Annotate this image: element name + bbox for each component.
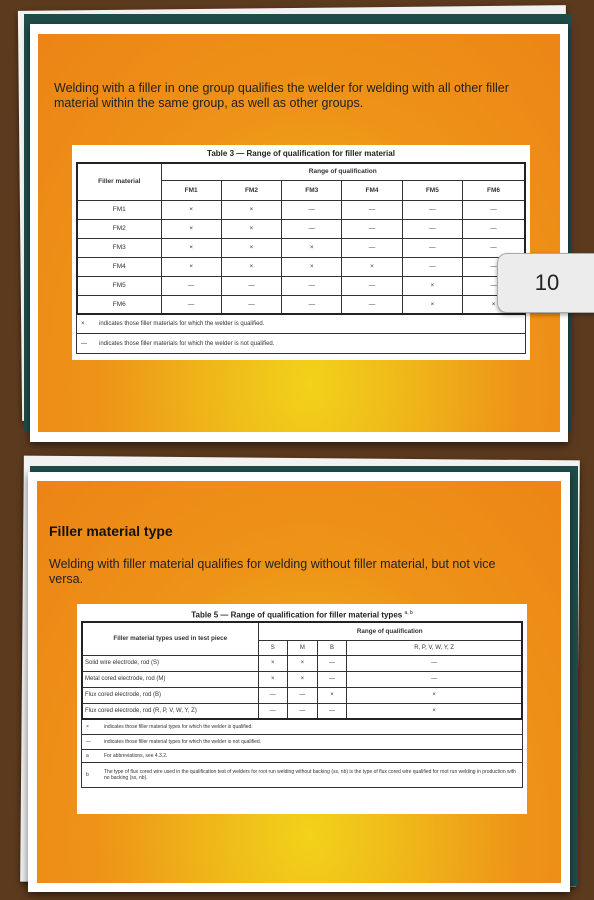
row-label: FM4 <box>77 257 161 276</box>
table-cell: × <box>161 200 221 219</box>
table-cell: × <box>221 200 281 219</box>
qualification-table-filler-material <box>72 145 530 360</box>
table-cell: — <box>317 703 347 719</box>
table-cell: — <box>462 238 525 257</box>
column-header: B <box>317 640 347 655</box>
table-cell: — <box>258 703 288 719</box>
table-cell: — <box>462 276 525 295</box>
note-row <box>77 315 525 334</box>
note-row <box>82 750 522 763</box>
table-cell: — <box>462 200 525 219</box>
slide-2-heading: Filler material type <box>49 523 173 539</box>
table-cell: — <box>221 276 281 295</box>
table-cell: × <box>221 257 281 276</box>
table-grid <box>81 621 523 720</box>
note-text: The type of flux cored wire used in the qualification test of welders for root run welding without backing (ss, nb) is the type of flux cored wire qualified for root run welding in production with no backing (ss, nb). <box>104 768 516 781</box>
table-cell: × <box>258 671 288 687</box>
table-grid <box>76 162 526 315</box>
note-text: indicates those filler materials for which the welder is qualified. <box>99 321 265 327</box>
table-row <box>77 295 525 314</box>
table-row <box>77 238 525 257</box>
column-header: S <box>258 640 288 655</box>
table-row <box>82 687 522 703</box>
table-cell: — <box>161 295 221 314</box>
table-cell: × <box>347 687 522 703</box>
row-label: Flux cored electrode, rod (R, P, V, W, Y, Z) <box>82 703 258 719</box>
column-header: FM3 <box>282 180 342 200</box>
row-label: Metal cored electrode, rod (M) <box>82 671 258 687</box>
table-cell: — <box>402 219 462 238</box>
table-notes <box>81 720 523 788</box>
table-cell: — <box>258 687 288 703</box>
row-label: FM1 <box>77 200 161 219</box>
column-header: FM2 <box>221 180 281 200</box>
page-number: 10 <box>534 270 560 295</box>
table-cell: — <box>342 276 402 295</box>
table-cell: — <box>402 238 462 257</box>
table-row <box>82 655 522 671</box>
note-symbol: a <box>86 752 89 759</box>
note-row <box>82 720 522 735</box>
table-cell: × <box>161 219 221 238</box>
table-cell: — <box>342 295 402 314</box>
table-cell: × <box>282 238 342 257</box>
row-label: Flux cored electrode, rod (B) <box>82 687 258 703</box>
table-cell: — <box>317 655 347 671</box>
table-cell: × <box>258 655 288 671</box>
table-cell: — <box>288 703 318 719</box>
table-cell: × <box>221 219 281 238</box>
table-caption-text: Table 5 — Range of qualification for filler material types <box>191 610 403 620</box>
note-symbol: — <box>86 738 91 745</box>
note-text: indicates those filler material types for which the welder is not qualified. <box>104 738 262 745</box>
table-cell: × <box>288 671 318 687</box>
table-cell: × <box>317 687 347 703</box>
table-notes <box>76 315 526 354</box>
slide-2-body-text: Welding with filler material qualifies for welding without filler material, but not vice versa. <box>49 557 496 586</box>
table-row <box>82 703 522 719</box>
table-cell: — <box>462 257 525 276</box>
table-cell: — <box>342 219 402 238</box>
column-header: M <box>288 640 318 655</box>
table-caption <box>81 607 523 621</box>
table-cell: × <box>282 257 342 276</box>
column-header: FM5 <box>402 180 462 200</box>
table-cell: — <box>282 219 342 238</box>
column-header: R, P, V, W, Y, Z <box>347 640 522 655</box>
table-caption-superscript: a, b <box>404 610 413 616</box>
table-cell: — <box>288 687 318 703</box>
column-header: FM4 <box>342 180 402 200</box>
qualification-table-filler-material-types <box>77 604 527 814</box>
slide-1-body-text: Welding with a filler in one group qualifies the welder for welding with all other filler material within the same group, as well as other groups. <box>54 81 509 110</box>
column-header: FM6 <box>462 180 525 200</box>
table-cell: — <box>402 257 462 276</box>
table-caption: Table 3 — Range of qualification for filler material <box>207 149 395 158</box>
table-row <box>77 257 525 276</box>
table-cell: × <box>342 257 402 276</box>
note-text: For abbreviations, see 4.3.2. <box>104 752 168 759</box>
table-cell: × <box>402 276 462 295</box>
note-symbol: b <box>86 771 89 778</box>
row-header: Filler material <box>77 163 161 200</box>
note-symbol: — <box>81 340 87 347</box>
table-cell: × <box>221 238 281 257</box>
row-label: Solid wire electrode, rod (S) <box>82 655 258 671</box>
table-cell: — <box>221 295 281 314</box>
row-header: Filler material types used in test piece <box>82 622 258 655</box>
table-row <box>77 276 525 295</box>
table-cell: — <box>402 200 462 219</box>
row-label: FM3 <box>77 238 161 257</box>
row-label: FM6 <box>77 295 161 314</box>
table-cell: — <box>462 219 525 238</box>
column-header: FM1 <box>161 180 221 200</box>
row-label: FM5 <box>77 276 161 295</box>
table-cell: × <box>161 238 221 257</box>
table-cell: × <box>462 295 525 314</box>
group-header: Range of qualification <box>161 163 525 180</box>
note-row <box>82 763 522 787</box>
table-cell: — <box>282 276 342 295</box>
table-cell: — <box>347 655 522 671</box>
table-row <box>77 200 525 219</box>
table-cell: — <box>282 200 342 219</box>
table-cell: × <box>347 703 522 719</box>
row-label: FM2 <box>77 219 161 238</box>
table-cell: × <box>288 655 318 671</box>
table-row <box>77 219 525 238</box>
table-cell: × <box>161 257 221 276</box>
table-cell: — <box>161 276 221 295</box>
note-text: indicates those filler material types for which the welder is qualified. <box>104 723 253 730</box>
table-cell: — <box>347 671 522 687</box>
group-header: Range of qualification <box>258 622 522 640</box>
table-row <box>82 671 522 687</box>
note-symbol: × <box>81 321 85 327</box>
table-cell: — <box>317 671 347 687</box>
table-cell: — <box>342 200 402 219</box>
note-row <box>77 334 525 353</box>
note-row <box>82 735 522 750</box>
note-text: indicates those filler materials for which the welder is not qualified. <box>99 340 275 347</box>
note-symbol: × <box>86 723 89 730</box>
table-cell: × <box>402 295 462 314</box>
table-cell: — <box>342 238 402 257</box>
table-cell: — <box>282 295 342 314</box>
page-number-badge[interactable] <box>497 253 594 313</box>
